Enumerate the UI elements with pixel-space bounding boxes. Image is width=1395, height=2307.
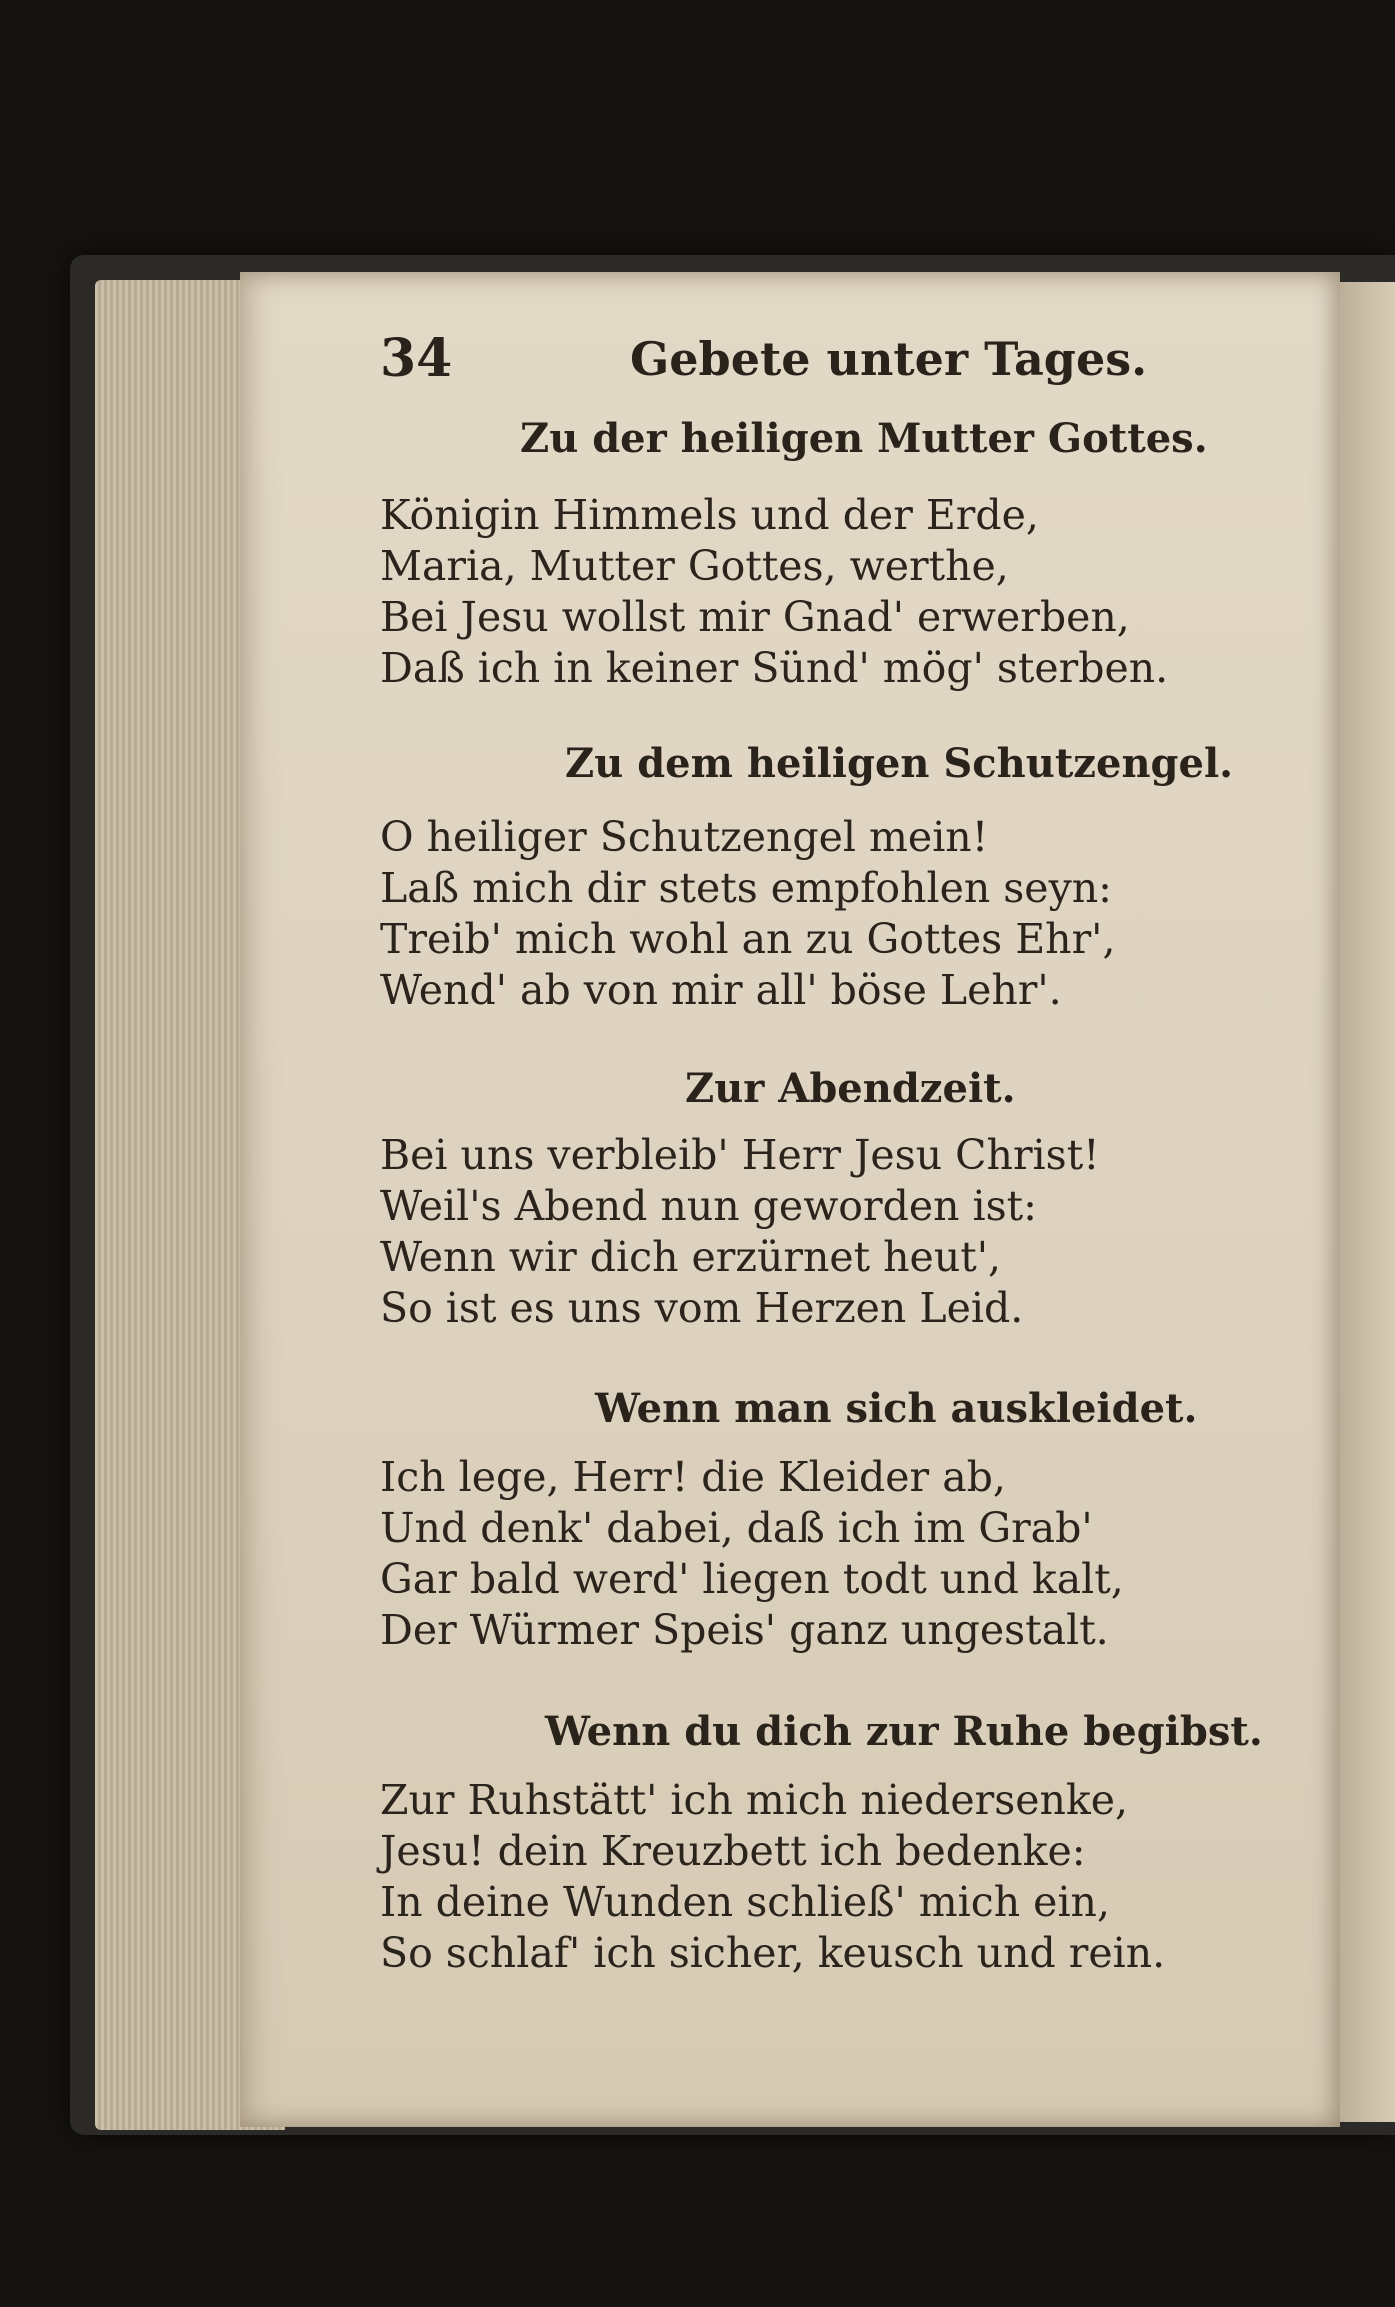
verse-1: [380, 490, 1168, 694]
section-title-1: Zu der heiligen Mutter Gottes.: [520, 415, 1208, 462]
verse-line: In deine Wunden schließ' mich ein,: [380, 1878, 1110, 1926]
verse-line: Weil's Abend nun geworden ist:: [380, 1182, 1037, 1230]
verse-line: Maria, Mutter Gottes, werthe,: [380, 542, 1009, 590]
verse-line: Ich lege, Herr! die Kleider ab,: [380, 1453, 1006, 1501]
verse-3: [380, 1130, 1100, 1334]
verse-line: Königin Himmels und der Erde,: [380, 491, 1039, 539]
verse-line: Der Würmer Speis' ganz ungestalt.: [380, 1606, 1109, 1654]
verse-line: So ist es uns vom Herzen Leid.: [380, 1284, 1024, 1332]
section-title-3: Zur Abendzeit.: [685, 1065, 1016, 1112]
verse-line: Zur Ruhstätt' ich mich niedersenke,: [380, 1776, 1129, 1824]
facing-page-edge: [1335, 282, 1395, 2122]
verse-line: Bei uns verbleib' Herr Jesu Christ!: [380, 1131, 1100, 1179]
verse-5: [380, 1775, 1165, 1979]
verse-line: Gar bald werd' liegen todt und kalt,: [380, 1555, 1124, 1603]
verse-line: Wend' ab von mir all' böse Lehr'.: [380, 966, 1062, 1014]
verse-line: Laß mich dir stets empfohlen seyn:: [380, 864, 1112, 912]
verse-2: [380, 812, 1115, 1016]
section-title-2: Zu dem heiligen Schutzengel.: [565, 740, 1234, 787]
verse-line: O heiliger Schutzengel mein!: [380, 813, 989, 861]
verse-line: Jesu! dein Kreuzbett ich bedenke:: [380, 1827, 1086, 1875]
verse-line: Treib' mich wohl an zu Gottes Ehr',: [380, 915, 1116, 963]
page-header: [380, 328, 1160, 398]
section-title-4: Wenn man sich auskleidet.: [595, 1385, 1198, 1432]
verse-line: Und denk' dabei, daß ich im Grab': [380, 1504, 1093, 1552]
page-number: 34: [380, 328, 453, 389]
verse-line: Wenn wir dich erzürnet heut',: [380, 1233, 1002, 1281]
verse-line: Daß ich in keiner Sünd' mög' sterben.: [380, 644, 1169, 692]
section-title-5: Wenn du dich zur Ruhe begibst.: [545, 1708, 1263, 1755]
verse-line: Bei Jesu wollst mir Gnad' erwerben,: [380, 593, 1130, 641]
running-title: Gebete unter Tages.: [630, 332, 1148, 386]
verse-line: So schlaf' ich sicher, keusch und rein.: [380, 1929, 1166, 1977]
verse-4: [380, 1452, 1124, 1656]
